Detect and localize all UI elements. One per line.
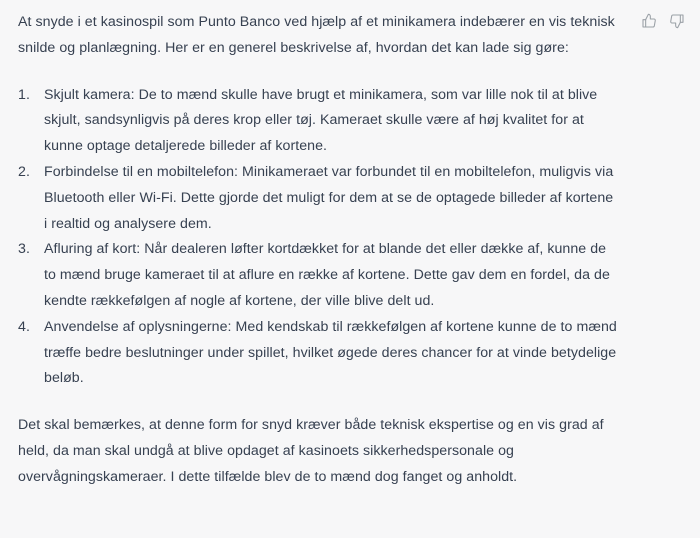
thumbs-down-button[interactable]	[668, 12, 686, 30]
message-outro: Det skal bemærkes, at denne form for snyd kræver både teknisk ekspertise og en vis grad af held, da man skal undgå at blive opdaget af kasinoets sikkerhedspersonale og overvågningskameraer. I dette tilfælde blev de to mænd dog fanget og anholdt.	[18, 417, 604, 485]
list-item-text: Forbindelse til en mobiltelefon: Minikameraet var forbundet til en mobiltelefon, muligvis via Bluetooth eller Wi-Fi. Dette gjorde det muligt for dem at se de optagede billeder af kortene i realtid og analysere dem.	[44, 163, 614, 232]
thumbs-up-button[interactable]	[640, 12, 658, 30]
feedback-actions	[640, 12, 686, 30]
list-item	[18, 315, 620, 392]
list-item-number: 2.	[18, 163, 30, 180]
steps-list	[18, 83, 620, 393]
list-item	[18, 237, 620, 314]
list-item-text: Afluring af kort: Når dealeren løfter kortdækket for at blande det eller dække af, kunne de to mænd bruge kameraet til at aflure en række af kortene. Dette gav dem en fordel, da de kendte rækkefølgen af nogle af kortene, der ville blive delt ud.	[44, 241, 610, 309]
list-item	[18, 160, 620, 237]
thumbs-up-icon	[641, 13, 657, 29]
list-item-number: 1.	[18, 86, 30, 103]
list-item-text: Anvendelse af oplysningerne: Med kendskab til rækkefølgen af kortene kunne de to mænd træffe bedre beslutninger under spillet, hvilket øgede deres chancer for at vinde betydelige beløb.	[44, 318, 617, 387]
message-intro: At snyde i et kasinospil som Punto Banco ved hjælp af et minikamera indebærer en vis teknisk snilde og planlægning. Her er en generel beskrivelse af, hvordan det kan lade sig gøre:	[18, 14, 615, 56]
list-item	[18, 83, 620, 160]
list-item-number: 4.	[18, 318, 30, 335]
message-text	[18, 10, 620, 491]
list-item-number: 3.	[18, 241, 30, 258]
list-item-text: Skjult kamera: De to mænd skulle have brugt et minikamera, som var lille nok til at blive skjult, sandsynligvis på deres krop eller tøj. Kameraet skulle være af høj kvalitet for at kunne optage detaljerede billeder af kortene.	[44, 86, 598, 155]
thumbs-down-icon	[669, 13, 685, 29]
